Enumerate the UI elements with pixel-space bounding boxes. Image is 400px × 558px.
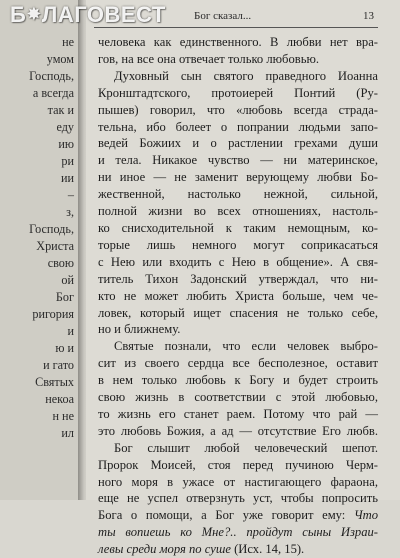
left-page-fragment: ю и	[55, 341, 74, 355]
page-number: 13	[363, 10, 374, 22]
text-line: Святые познали, что если человек выбро-	[114, 339, 378, 354]
left-page-fragment: ии	[60, 171, 74, 185]
left-page-fragment: н не	[52, 409, 74, 423]
text-line: титель Тихон Задонский утверждал, что ни-	[98, 271, 378, 286]
left-page-fragment: свою	[47, 256, 74, 270]
left-page-fragment: ил	[61, 426, 74, 440]
text-line: Духовный сын святого праведного Иоанна	[114, 68, 378, 83]
left-page-fragment: Христа	[36, 239, 74, 253]
text-line: полной жизни во всех отношениях, настоль-	[98, 204, 378, 219]
left-page-fragment: еду	[56, 120, 74, 134]
left-page-fragment: –	[67, 188, 74, 202]
body-text	[98, 34, 378, 558]
text-line: пышев) говорил, что «любовь всегда страда-	[98, 102, 378, 117]
left-page-fragment: ригория	[32, 307, 74, 321]
text-line: сит из своего сердца все бесполезное, оставит	[98, 356, 378, 371]
left-page-fragment: и гато	[43, 358, 74, 372]
quote-final-line: левы среди моря по суше (Исх. 14, 15).	[98, 542, 305, 557]
left-page-fragment: умом	[46, 52, 74, 66]
left-page-edge	[0, 0, 80, 500]
text-line: свою жизнь в соответствии с этой любовью,	[98, 390, 378, 405]
text-line: торые лишь немного могут соприкасаться	[98, 237, 378, 252]
text-line: с Нею или входить с Нею в общение». А свя-	[98, 254, 378, 269]
left-page-fragment: некоа	[45, 392, 74, 406]
left-page-fragment: и	[67, 324, 74, 338]
text-line: Бог слышит любой человеческий шепот.	[114, 440, 378, 455]
text-line: ловек, который ищет спасения не только себе,	[98, 305, 378, 320]
text-line: ни иное — не заменит верующему любви Бо-	[98, 170, 378, 185]
quote-italic-line: ты вопиешь ко Мне?.. пройдут сыны Израи-	[98, 525, 378, 540]
text-line: тельна, ибо болеет о попрании людьми запо-	[98, 119, 378, 134]
left-page-fragment: ой	[61, 273, 74, 287]
text-line: гов, на все она отвечает только любовью.	[98, 51, 320, 66]
left-page-fragment: а всегда	[32, 86, 74, 100]
text-line: Пророк Моисей, стоя перед пучиною Черм-	[98, 457, 378, 472]
left-page-fragment: з,	[66, 205, 74, 219]
left-page-fragment: Господь,	[29, 69, 74, 83]
text-line: то жизнь его станет раем. Потому что рай —	[98, 406, 378, 421]
star-icon: ✸	[26, 4, 42, 24]
running-title: Бог сказал...	[194, 10, 252, 22]
text-line: это любовь Божия, а ад — отсутствие Его любв.	[98, 423, 378, 438]
text-line: в нем только любовь к Богу и будет строить	[98, 373, 378, 388]
text-line: жественной, настолько нежной, сильной,	[98, 187, 378, 202]
text-line: Бога о помощи, а Бог уже говорит ему: Что	[98, 508, 379, 523]
text-line: но и ближнему.	[98, 322, 181, 337]
text-line: и тела. Никакое чувство — ни материнское,	[98, 153, 378, 168]
quote-italic: Что	[345, 508, 379, 523]
left-page-fragment: так и	[47, 103, 74, 117]
left-page-fragment: Бог	[55, 290, 74, 304]
left-page-fragment: Господь,	[29, 222, 74, 236]
text-line: ведей Божиих и о растлении грехами души	[98, 136, 378, 151]
text-line: Кронштадтского, протоиерей Понтий (Ру-	[98, 85, 378, 100]
left-page-fragment: Святых	[35, 375, 74, 389]
text-line: ного моря в ужасе от настигающего фараона,	[98, 474, 378, 489]
left-page-fragment: не	[62, 35, 74, 49]
text-line: кто не может любить Христа больше, чем че-	[98, 288, 378, 303]
text-line: человека как единственного. В любви нет вра-	[98, 35, 378, 49]
left-page-fragment: ри	[61, 154, 74, 168]
text-line: ко снисходительной к таким немощным, ко-	[98, 220, 378, 235]
text-line: еще не успел отверзнуть уст, чтобы попросить	[98, 491, 378, 506]
left-page-fragment: ию	[58, 137, 74, 151]
watermark-logo: Б✸ЛАГОВЕСТ	[10, 2, 166, 27]
book-page	[86, 0, 400, 557]
